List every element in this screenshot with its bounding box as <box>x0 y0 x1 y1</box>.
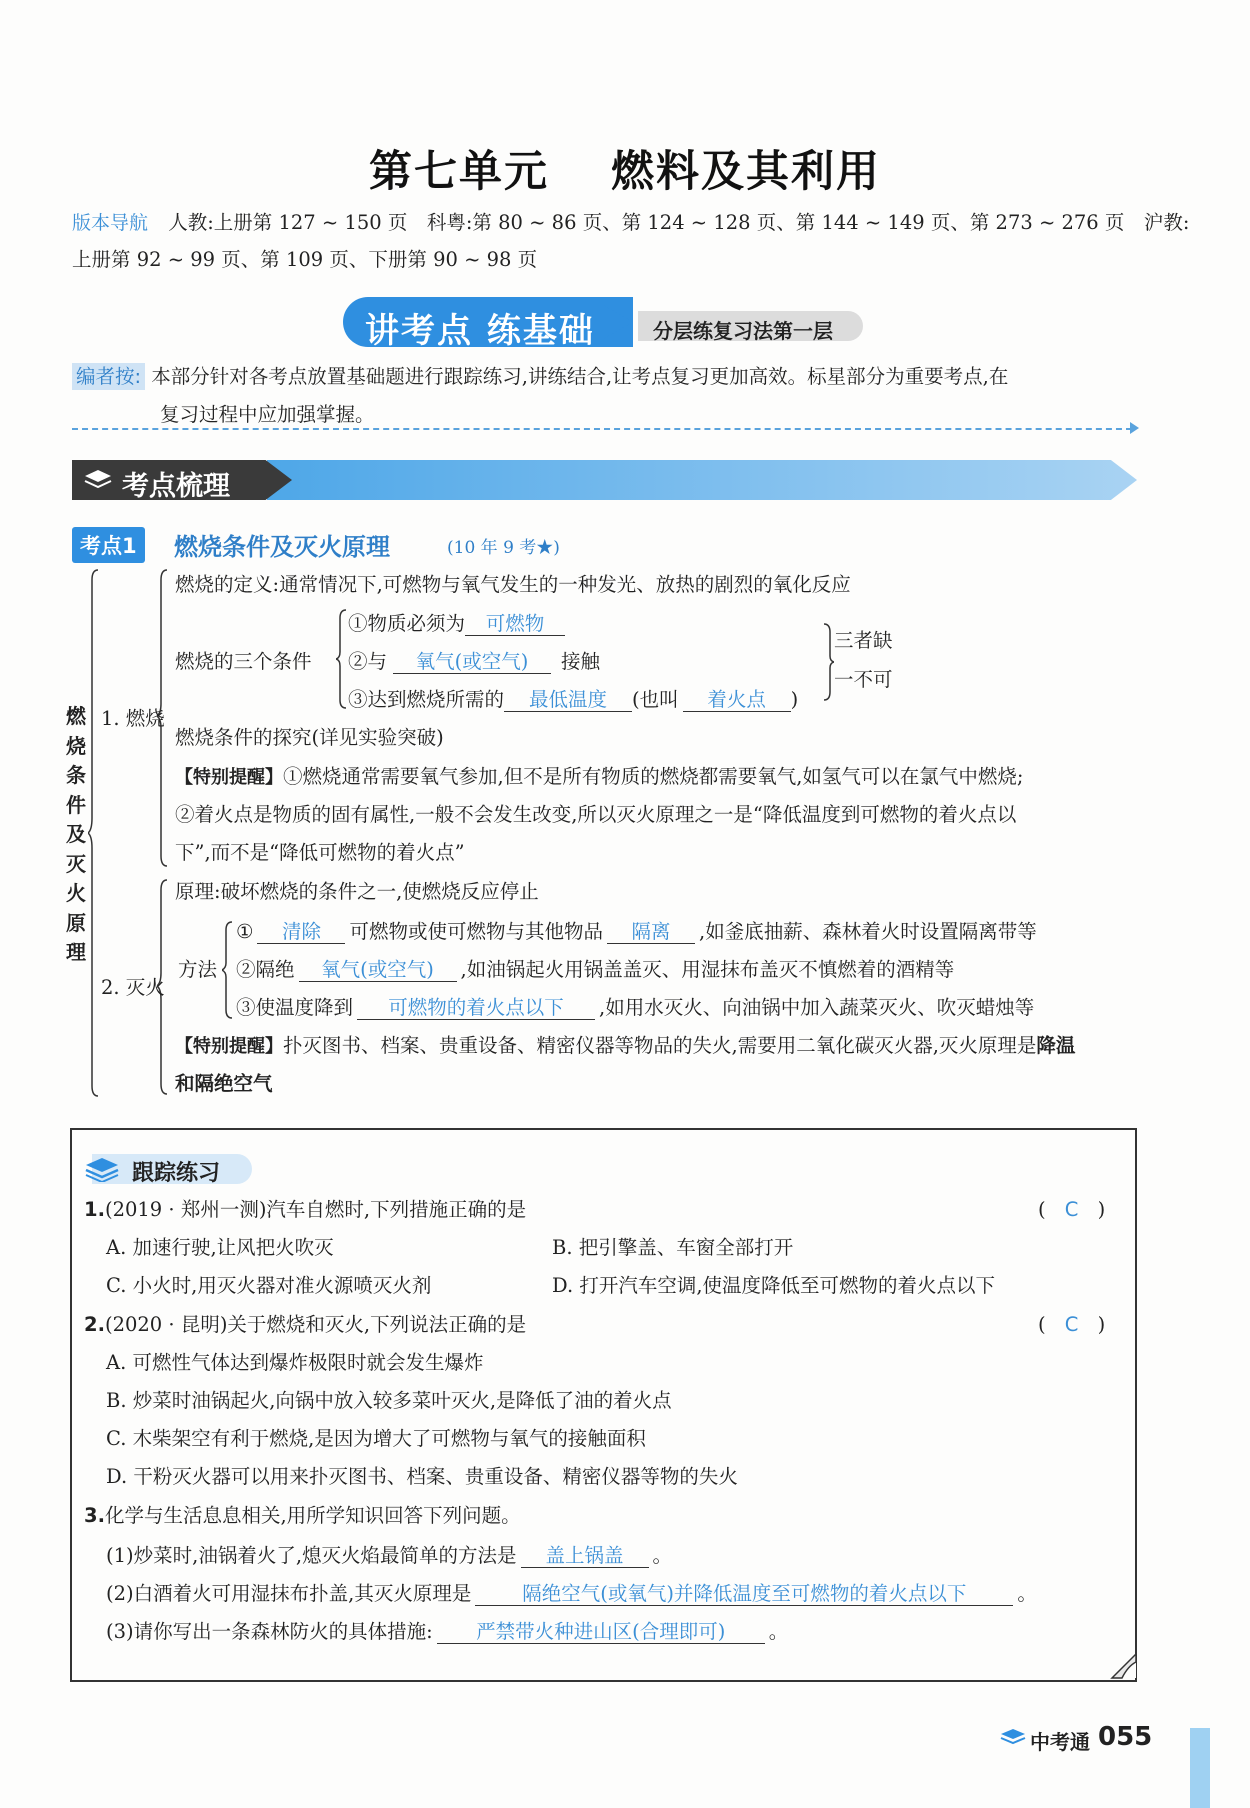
q1-option-d: D. 打开汽车空调,使温度降低至可燃物的着火点以下 <box>552 1274 996 1297</box>
kaodian-note: (10 年 9 考★) <box>447 538 560 558</box>
method-brace <box>222 920 234 1020</box>
editor-note-line1: 编者按: 本部分针对各考点放置基础题进行跟踪练习,讲练结合,让考点复习更加高效。标星部分为重要考点,在 <box>72 367 1008 387</box>
tip1-line3: 下”,而不是“降低可燃物的着火点” <box>175 841 465 864</box>
q2-option-b: B. 炒菜时油锅起火,向锅中放入较多菜叶灭火,是降低了油的着火点 <box>106 1389 672 1412</box>
section-banner <box>343 297 863 351</box>
tip1-line2: ②着火点是物质的固有属性,一般不会发生改变,所以灭火原理之一是“降低温度到可燃物的着火点以 <box>175 803 1017 826</box>
section-header <box>72 460 1137 500</box>
tip2-line2: 和隔绝空气 <box>175 1072 273 1095</box>
q2-stem: 2.(2020 · 昆明)关于燃烧和灭火,下列说法正确的是 <box>84 1313 527 1336</box>
q2-option-a: A. 可燃性气体达到爆炸极限时就会发生爆炸 <box>106 1351 484 1374</box>
cond-brace <box>336 608 348 710</box>
version-nav-line1: 人教:上册第 127 ~ 150 页 科粤:第 80 ~ 86 页、第 124 ~ 128 页、第 144 ~ 149 页、第 273 ~ 276 页 沪教: <box>168 211 1190 234</box>
method-label: 方法 <box>178 958 218 981</box>
page-curl-icon <box>1110 1652 1138 1680</box>
divider <box>72 428 1132 430</box>
editor-note-line2: 复习过程中应加强掌握。 <box>160 403 375 426</box>
version-nav <box>72 213 1189 233</box>
stack-icon <box>1000 1728 1026 1748</box>
method-3: ③使温度降到 可燃物的着火点以下 ,如用水灭火、向油锅中加入蔬菜灭火、吹灭蜡烛等 <box>236 996 1035 1019</box>
banner-sub: 分层练复习法第一层 <box>653 319 833 343</box>
method-2: ②隔绝 氧气(或空气) ,如油锅起火用锅盖盖灭、用湿抹布盖灭不慎燃着的酒精等 <box>236 958 955 981</box>
q1-option-b: B. 把引擎盖、车窗全部打开 <box>552 1236 794 1259</box>
explore-text: 燃烧条件的探究(详见实验突破) <box>175 726 444 749</box>
q1-stem: 1.(2019 · 郑州一测)汽车自燃时,下列措施正确的是 <box>84 1198 527 1221</box>
three-brace <box>822 622 834 702</box>
q1-option-a: A. 加速行驶,让风把火吹灭 <box>106 1236 334 1259</box>
q2-answer: ( C ) <box>1038 1313 1106 1336</box>
method-1: ① 清除 可燃物或使可燃物与其他物品 隔离 ,如釜底抽薪、森林着火时设置隔离带等 <box>236 920 1037 943</box>
tip1-line1: 【特别提醒】①燃烧通常需要氧气参加,但不是所有物质的燃烧都需要氧气,如氢气可以在氯气中燃烧; <box>175 765 1024 788</box>
practice-header <box>84 1152 254 1186</box>
three-missing-1: 三者缺 <box>834 629 893 652</box>
q3-part2: (2)白酒着火可用湿抹布扑盖,其灭火原理是 隔绝空气(或氧气)并降低温度至可燃物的着火点以下 。 <box>106 1582 1037 1605</box>
banner-main: 讲考点 练基础 <box>365 311 595 351</box>
condition-2: ②与 氧气(或空气) 接触 <box>348 650 601 673</box>
version-nav-label: 版本导航 <box>72 212 149 234</box>
tip2-line1: 【特别提醒】扑灭图书、档案、贵重设备、精密仪器等物品的失火,需要用二氧化碳灭火器,灭火原理是降温 <box>175 1034 1076 1057</box>
main-brace <box>88 568 100 1098</box>
principle-text: 原理:破坏燃烧的条件之一,使燃烧反应停止 <box>175 880 539 903</box>
q3-part3: (3)请你写出一条森林防火的具体措施: 严禁带火种进山区(合理即可) 。 <box>106 1620 789 1643</box>
q2-option-c: C. 木柴架空有利于燃烧,是因为增大了可燃物与氧气的接触面积 <box>106 1427 646 1450</box>
q2-option-d: D. 干粉灭火器可以用来扑灭图书、档案、贵重设备、精密仪器等物的失火 <box>106 1465 738 1488</box>
cond-label: 燃烧的三个条件 <box>175 650 312 673</box>
burn-definition: 燃烧的定义:通常情况下,可燃物与氧气发生的一种发光、放热的剧烈的氧化反应 <box>175 573 851 596</box>
condition-3: ③达到燃烧所需的 最低温度 (也叫 着火点 ) <box>348 688 799 711</box>
practice-header-text: 跟踪练习 <box>132 1161 221 1186</box>
section-header-text: 考点梳理 <box>122 471 230 502</box>
stack-icon <box>84 469 112 491</box>
q1-answer: ( C ) <box>1038 1198 1106 1221</box>
vertical-label: 燃 烧 条 件 及 灭 火 原 理 <box>66 704 86 964</box>
q3-part1: (1)炒菜时,油锅着火了,熄灭火焰最简单的方法是 盖上锅盖 。 <box>106 1544 673 1567</box>
q3-stem: 3.化学与生活息息相关,用所学知识回答下列问题。 <box>84 1504 521 1527</box>
q1-option-c: C. 小火时,用灭火器对准火源喷灭火剂 <box>106 1274 432 1297</box>
page-title: 第七单元 燃料及其利用 <box>369 147 881 197</box>
page-number: 055 <box>1098 1722 1153 1752</box>
arrow-right-icon <box>1130 422 1139 434</box>
editor-note-label: 编者按: <box>72 363 145 390</box>
burn-label: 1. 燃烧 <box>101 707 165 730</box>
three-missing-2: 一不可 <box>834 668 893 691</box>
condition-1: ①物质必须为 可燃物 <box>348 612 565 636</box>
footer-brand: 中考通 <box>1030 1730 1090 1754</box>
stack-icon <box>84 1156 120 1182</box>
fire-label: 2. 灭火 <box>101 976 165 999</box>
kaodian-title: 燃烧条件及灭火原理 <box>174 533 390 561</box>
version-nav-line2: 上册第 92 ~ 99 页、第 109 页、下册第 90 ~ 98 页 <box>72 248 538 271</box>
kaodian-badge: 考点1 <box>72 527 145 563</box>
page-edge-tab <box>1190 1728 1210 1808</box>
